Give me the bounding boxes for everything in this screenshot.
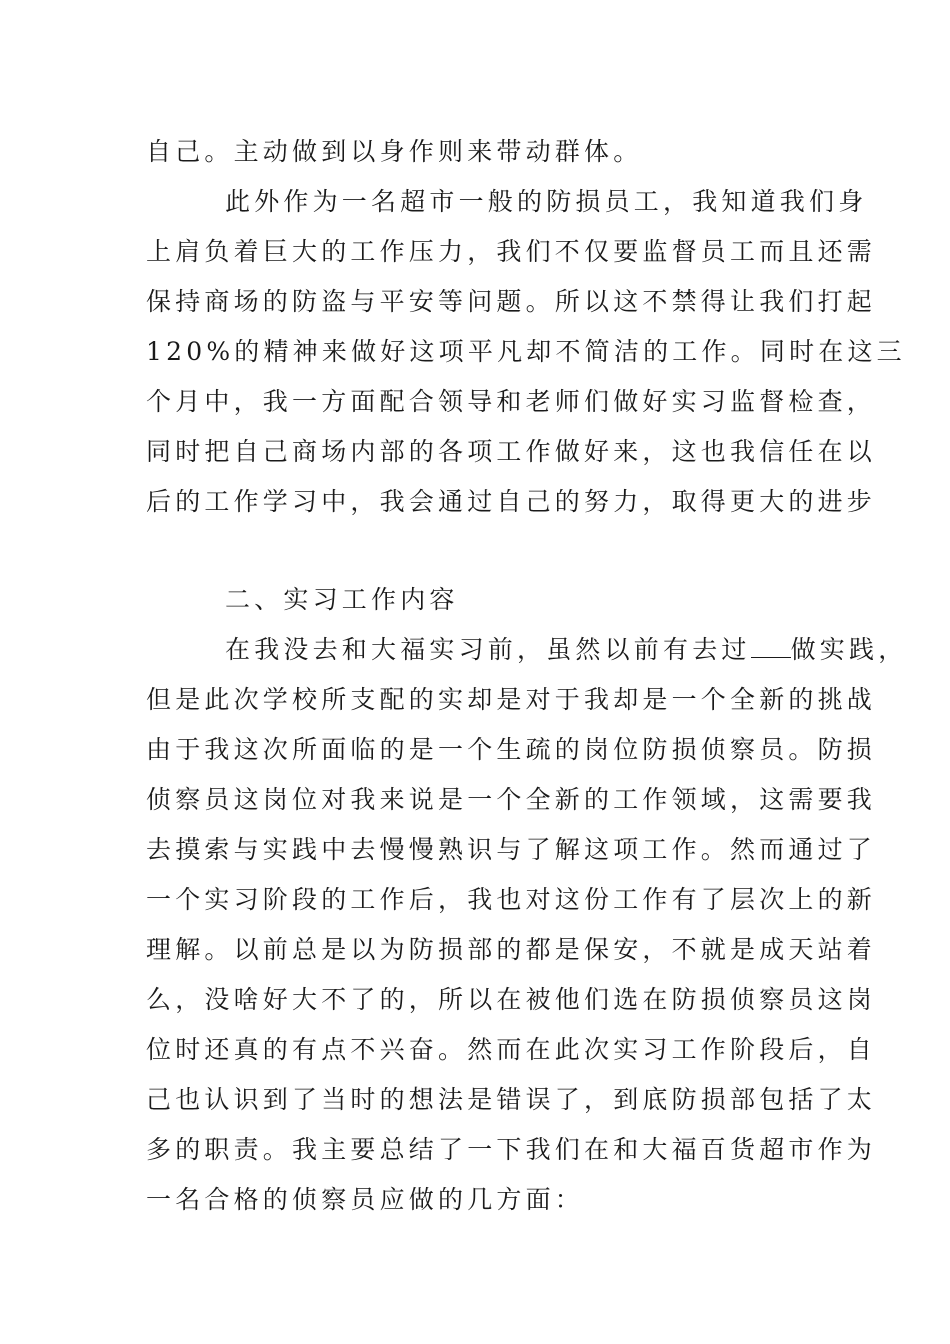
paragraph-line: 己也认识到了当时的想法是错误了，到底防损部包括了太 bbox=[146, 1085, 877, 1114]
section-heading: 二、实习工作内容 bbox=[225, 585, 459, 614]
paragraph-line: 理解。以前总是以为防损部的都是保安，不就是成天站着 bbox=[146, 935, 877, 964]
paragraph-line: 后的工作学习中，我会通过自己的努力，取得更大的进步 bbox=[146, 487, 877, 516]
line-text-before-blank: 在我没去和大福实习前，虽然以前有去过 bbox=[225, 635, 751, 664]
paragraph-line: 位时还真的有点不兴奋。然而在此次实习工作阶段后，自 bbox=[146, 1035, 877, 1064]
paragraph-line: 120%的精神来做好这项平凡却不简洁的工作。同时在这三 bbox=[146, 337, 906, 366]
line-text-after-blank: 做实践， bbox=[790, 635, 908, 664]
paragraph-line: 保持商场的防盗与平安等问题。所以这不禁得让我们打起 bbox=[146, 287, 877, 316]
paragraph-line: 自己。主动做到以身作则来带动群体。 bbox=[146, 137, 643, 166]
paragraph-line: 由于我这次所面临的是一个生疏的岗位防损侦察员。防损 bbox=[146, 735, 877, 764]
paragraph-line: 侦察员这岗位对我来说是一个全新的工作领域，这需要我 bbox=[146, 785, 877, 814]
paragraph-line: 上肩负着巨大的工作压力，我们不仅要监督员工而且还需 bbox=[146, 237, 877, 266]
paragraph-line: 多的职责。我主要总结了一下我们在和大福百货超市作为 bbox=[146, 1135, 877, 1164]
paragraph-line: 同时把自己商场内部的各项工作做好来，这也我信任在以 bbox=[146, 437, 877, 466]
paragraph-line: 但是此次学校所支配的实却是对于我却是一个全新的挑战 bbox=[146, 685, 877, 714]
paragraph-line: 个月中，我一方面配合领导和老师们做好实习监督检查， bbox=[146, 387, 877, 416]
paragraph-line-with-blank bbox=[225, 635, 907, 665]
paragraph-line: 么，没啥好大不了的，所以在被他们选在防损侦察员这岗 bbox=[146, 985, 877, 1014]
fill-in-blank bbox=[751, 635, 791, 658]
paragraph-line: 一个实习阶段的工作后，我也对这份工作有了层次上的新 bbox=[146, 885, 877, 914]
paragraph-line: 此外作为一名超市一般的防损员工，我知道我们身 bbox=[225, 187, 868, 216]
paragraph-line: 一名合格的侦察员应做的几方面： bbox=[146, 1185, 585, 1214]
paragraph-line: 去摸索与实践中去慢慢熟识与了解这项工作。然而通过了 bbox=[146, 835, 877, 864]
